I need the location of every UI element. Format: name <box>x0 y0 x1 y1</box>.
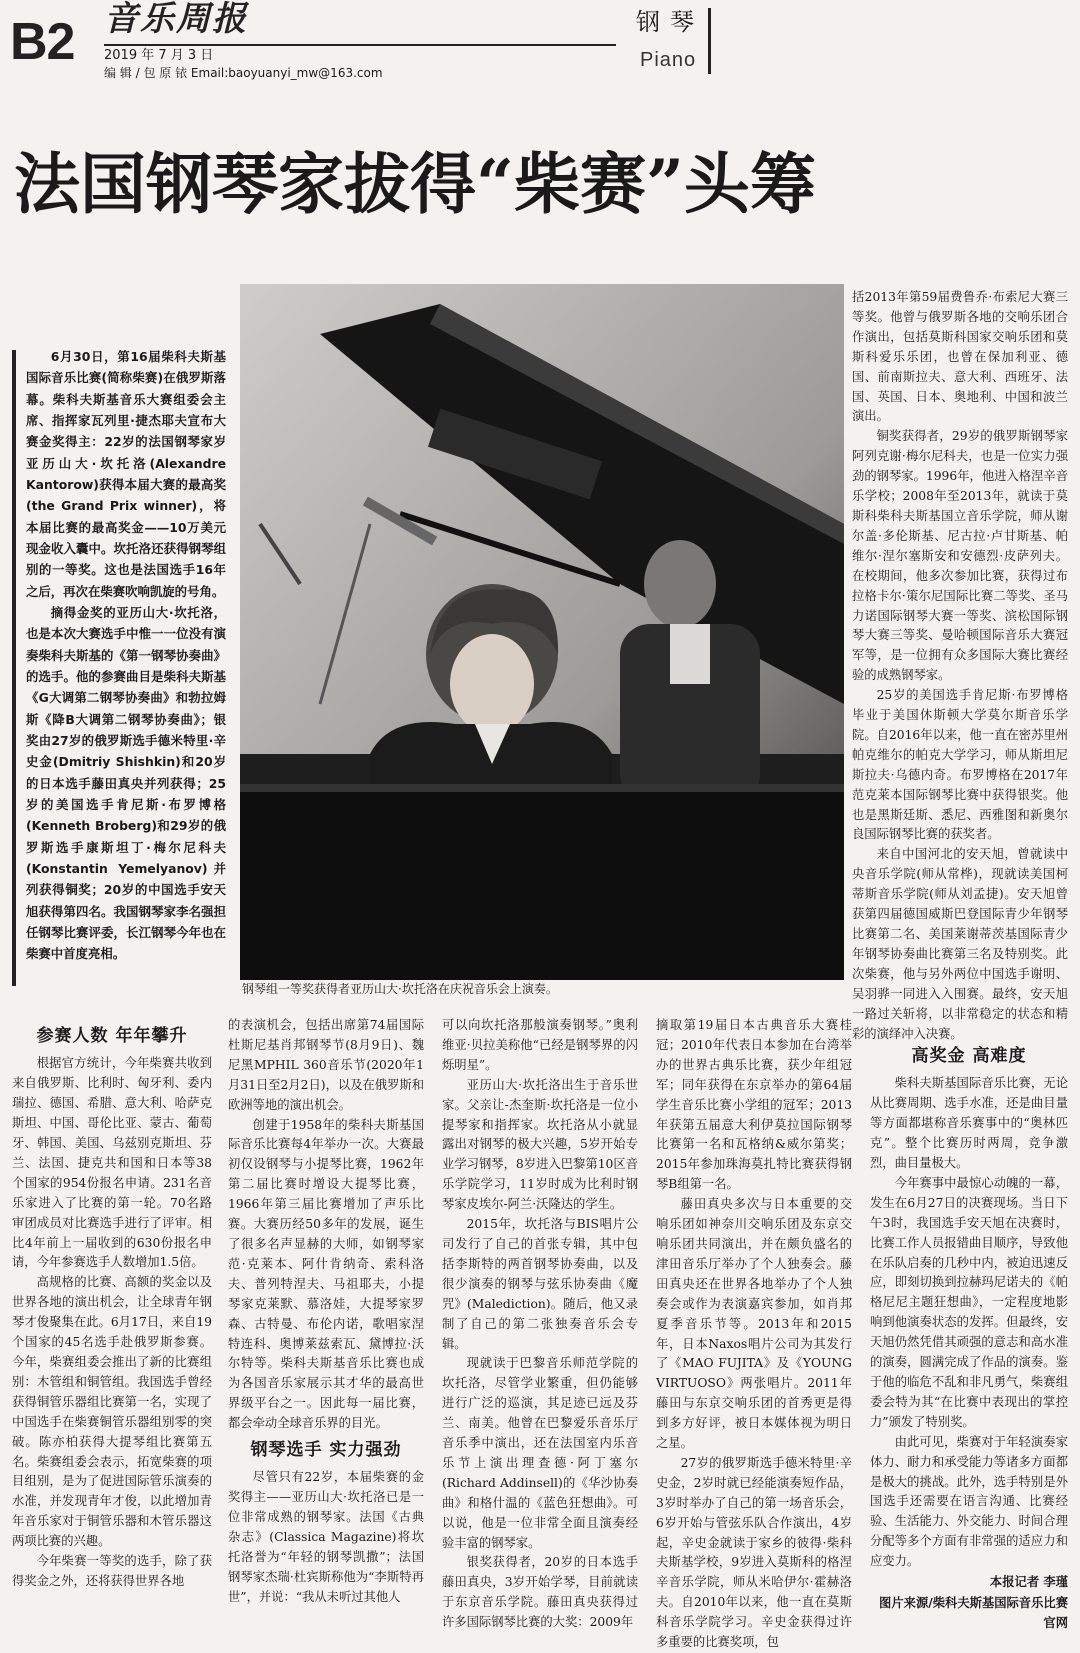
lead-paragraphs <box>26 346 226 965</box>
column-5 <box>870 1040 1068 1633</box>
column-2 <box>228 1016 424 1608</box>
concert-photo <box>240 284 844 980</box>
paragraph: 今年柴赛一等奖的选手，除了获得奖金之外，还将获得世界各地 <box>12 1554 212 1588</box>
photo-caption: 钢琴组一等奖获得者亚历山大·坎托洛在庆祝音乐会上演奏。 <box>242 982 558 996</box>
section-divider <box>708 8 711 74</box>
pianist-illustration <box>240 284 844 980</box>
photo-source: 图片来源/柴科夫斯基国际音乐比赛官网 <box>879 1594 1068 1630</box>
section-title: 钢琴 <box>636 8 704 36</box>
paragraph: 可以向坎托洛那般演奏钢琴。”奥利维亚·贝拉美称他“已经是钢琴界的闪烁明星”。 <box>442 1018 638 1072</box>
paragraph: 由此可见，柴赛对于年轻演奏家体力、耐力和承受能力等诸多方面都是极大的挑战。此外，选手特别是外国选手还需要在语言沟通、比赛经验、生活能力、外交能力、时间合理分配等多个方面有非常强的适应力和应变力。 <box>870 1434 1068 1569</box>
paragraph: 来自中国河北的安天旭，曾就读中央音乐学院(师从常桦)，现就读美国柯蒂斯音乐学院(师从刘孟捷)。安天旭曾获第四届德国威斯巴登国际青少年钢琴比赛第二名、美国莱谢蒂茨基国际青少年钢琴协奏曲比赛第三名及特别奖。此次柴赛，他与另外两位中国选手谢明、吴羽骅一同进入入围赛。最终，安天旭一路过关斩将，以非常稳定的状态和精彩的演绎冲入决赛。 <box>852 847 1068 1041</box>
byline-text: 本报记者 李瑾 <box>989 1574 1068 1590</box>
paragraph: 根据官方统计，今年柴赛共收到来自俄罗斯、比利时、匈牙利、委内瑞拉、德国、希腊、意大利、哈萨克斯坦、中国、哥伦比亚、蒙古、葡萄牙、韩国、美国、乌兹别克斯坦、芬兰、法国、捷克共和国和日本等38个国家的954份报名申请。231名音乐家进入了比赛的第一轮。70名路审团成员对比赛选手进行了评审。相比4年前上一届收到的630份报名申请，今年参赛选手人数增加1.5倍。 <box>12 1056 212 1270</box>
header-rule <box>104 44 616 46</box>
masthead-logo: 音乐周报 <box>104 0 248 39</box>
paragraph: 括2013年第59届费鲁乔·布索尼大赛三等奖。他曾与俄罗斯各地的交响乐团合作演出，包括莫斯科国家交响乐团和莫斯科爱乐乐团，也曾在保加利亚、德国、前南斯拉夫、意大利、西班牙、法国、英国、日本、奥地利、中国和波兰演出。 <box>852 290 1068 424</box>
paragraph: 高规格的比赛、高额的奖金以及世界各地的演出机会，让全球青年钢琴才俊聚集在此。6月17日，来自19个国家的45名选手赴俄罗斯参赛。今年，柴赛组委会推出了新的比赛组别：木管组和铜管组。我国选手曾经获得铜管乐器组比赛第一名，实现了中国选手在柴赛铜管乐器组别零的突破。陈亦柏获得大提琴组比赛第五名。柴赛组委会表示，拓宽柴赛的项目组别，是为了促进国际管乐演奏的水准，并发现青年才俊，以此增加青年音乐家对于铜管乐器和木管乐器这两项比赛的兴趣。 <box>12 1275 212 1549</box>
paragraph: 今年赛事中最惊心动魄的一幕，发生在6月27日的决赛现场。当日下午3时，我国选手安天旭在决赛时，比赛工作人员报错曲目顺序，导致他在乐队启奏的几秒中内，被迫迅速反应，即刻切换到拉赫玛尼诺夫的《帕格尼尼主题狂想曲》，一定程度地影响到他演奏状态的发挥。但最终，安天旭仍然凭借其顽强的意志和高水准的演奏，圆满完成了作品的演奏。鉴于他的临危不乱和非凡勇气，柴赛组委会特为其“在比赛中表现出的掌控力”颁发了特别奖。 <box>870 1175 1068 1429</box>
lead-paragraph: 6月30日，第16届柴科夫斯基国际音乐比赛(简称柴赛)在俄罗斯落幕。柴科夫斯基音乐大赛组委会主席、指挥家瓦列里·捷杰耶夫宣布大赛金奖得主：22岁的法国钢琴家岁亚历山大·坎托洛(Alexandre Kantorow)获得本届大赛的最高奖(the Grand Prix winner)，将本届比赛的最高奖金——10万美元现金收入囊中。坎托洛还获得钢琴组别的一等奖。这也是法国选手16年之后，再次在柴赛吹响凯旋的号角。 <box>26 349 226 599</box>
subhead: 高奖金 高难度 <box>911 1046 1027 1066</box>
headline: 法国钢琴家拔得“柴赛”头筹 <box>14 145 816 223</box>
paragraph: 银奖获得者，20岁的日本选手藤田真央，3岁开始学琴，目前就读于东京音乐学院。藤田真央获得过许多国际钢琴比赛的大奖：2009年 <box>442 1555 638 1630</box>
right-column-top <box>852 288 1068 1044</box>
paragraph: 2015年，坎托洛与BIS唱片公司发行了自己的首张专辑，其中包括李斯特的两首钢琴协奏曲，以及很少演奏的钢琴与弦乐协奏曲《魔咒》(Malediction)。随后，他又录制了自己的第二张独奏音乐会专辑。 <box>442 1217 638 1351</box>
paragraph: 亚历山大·坎托洛出生于音乐世家。父亲让-杰奎斯·坎托洛是一位小提琴家和指挥家。坎托洛从小就显露出对钢琴的极大兴趣，5岁开始专业学习钢琴，8岁进入巴黎第10区音乐学院学习，11岁时成为比利时钢琴家皮埃尔-阿兰·沃隆达的学生。 <box>442 1077 638 1212</box>
paragraph: 铜奖获得者，29岁的俄罗斯钢琴家阿列克谢·梅尔尼科夫，也是一位实力强劲的钢琴家。1996年，他进入格涅辛音乐学校；2008年至2013年，就读于莫斯科柴科夫斯基国立音乐学院，师从谢尔盖·多伦斯基、尼古拉·卢甘斯基、帕维尔·涅尔塞斯安和安德烈·皮萨列夫。在校期间，他多次参加比赛，获得过布拉格卡尔·策尔尼国际比赛二等奖、圣马力诺国际钢琴大赛一等奖、滨松国际钢琴大赛三等奖、曼哈顿国际音乐大赛冠军等，是一位拥有众多国际大赛比赛经验的成熟钢琴家。 <box>852 429 1068 683</box>
byline <box>870 1572 1068 1593</box>
paragraph: 柴科夫斯基国际音乐比赛，无论从比赛周期、选手水准，还是曲目量等方面都堪称音乐赛事中的“奥林匹克”。整个比赛历时两周，竞争激烈，曲目量极大。 <box>870 1076 1068 1171</box>
column-3 <box>442 1016 638 1633</box>
paragraph: 27岁的俄罗斯选手德米特里·辛史金，2岁时就已经能演奏短作品，3岁时举办了自己的第一场音乐会，6岁开始与管弦乐队合作演出，4岁起，辛史金就读于家乡的彼得·柴科夫斯基学校，9岁进入莫斯科的格涅辛音乐学院，师从米哈伊尔·霍赫洛夫。自2010年以来，他一直在莫斯科音乐学院学习。辛史金获得过许多重要的比赛奖项，包 <box>656 1455 852 1650</box>
paragraph: 藤田真央多次与日本重要的交响乐团如神奈川交响乐团及东京交响乐团共同演出，并在颇负盛名的津田音乐厅举办了个人独奏会。藤田真央还在世界各地举办了个人独奏会或作为表演嘉宾参加，如肖邦夏季音乐节等。2013年和2015年，日本Naxos唱片公司为其发行了《MAO FUJITA》及《YOUNG VIRTUOSO》两张唱片。2011年藤田与东京交响乐团的首秀更是得到多方好评，被日本媒体视为明日之星。 <box>656 1197 852 1451</box>
paragraph: 现就读于巴黎音乐师范学院的坎托洛，尽管学业繁重，但仍能够进行广泛的巡演，其足迹已远及芬兰、南美。他曾在巴黎爱乐音乐厅音乐季中演出，还在法国室内乐音乐节上演出理查德·阿丁塞尔(Richard Addinsell)的《华沙协奏曲》和格什温的《蓝色狂想曲》。可以说，他是一位非常全面且演奏经验丰富的钢琴家。 <box>442 1356 638 1550</box>
paragraph: 创建于1958年的柴科夫斯基国际音乐比赛每4年举办一次。大赛最初仅设钢琴与小提琴比赛，1962年第二届比赛时增设大提琴比赛，1966年第三届比赛增加了声乐比赛。大赛历经50多年的发展，诞生了很多名声显赫的大师，如钢琴家范·克莱本、阿什肯纳奇、索科洛夫、普列特涅夫、马祖耶夫，小提琴家克莱默、慕洛娃，大提琴家罗森、古特曼、布伦内诺，歌唱家涅特连科、奥博莱兹索瓦、黛博拉·沃尔特等。柴科夫斯基音乐比赛也成为各国音乐家展示其才华的最高世界级平台之一。因此每一届比赛，都会牵动全球音乐界的目光。 <box>228 1117 424 1431</box>
paragraph: 摘取第19届日本古典音乐大赛桂冠；2010年代表日本参加在台湾举办的世界古典乐比赛，获少年组冠军；同年获得在东京举办的第64届学生音乐比赛小学组的冠军；2013年获第五届意大利伊莫拉国际钢琴比赛第一名和瓦格纳&威尔第奖；2015年参加珠海莫扎特比赛获得钢琴B组第一名。 <box>656 1018 852 1192</box>
paragraph: 的表演机会，包括出席第74届国际杜斯尼基肖邦钢琴节(8月9日)、魏尼黑MPHIL 360音乐节(2020年1月31日至2月2日)，以及在俄罗斯和欧洲等地的演出机会。 <box>228 1018 424 1112</box>
paragraph: 25岁的美国选手肯尼斯·布罗博格毕业于美国休斯顿大学莫尔斯音乐学院。自2016年以来，他一直在密苏里州帕克维尔的帕克大学学习，师从斯坦尼斯拉夫·乌德内奇。布罗博格在2017年范克莱本国际钢琴比赛中获得银奖。他也是黑斯廷斯、悉尼、西雅图和新奥尔良国际钢琴比赛的获奖者。 <box>852 688 1068 842</box>
subhead: 参赛人数 年年攀升 <box>36 1026 188 1046</box>
lead-rule <box>12 350 16 986</box>
column-4 <box>656 1016 852 1653</box>
section-title-en: Piano <box>640 49 697 71</box>
editor-line: 编 辑 / 包 原 铱 Email:baoyuanyi_mw@163.com <box>104 66 383 80</box>
paragraph: 尽管只有22岁，本届柴赛的金奖得主——亚历山大·坎托洛已是一位非常成熟的钢琴家。法国《古典杂志》(Classica Magazine)将坎托洛誉为“年轻的钢琴凯撒”；法国钢琴家杰瑞·杜宾斯称他为“李斯特再世”，并说：“我从未听过其他人 <box>228 1470 424 1604</box>
lead-paragraph: 摘得金奖的亚历山大·坎托洛，也是本次大赛选手中惟一一位没有演奏柴科夫斯基的《第一钢琴协奏曲》的选手。他的参赛曲目是柴科夫斯基《G大调第二钢琴协奏曲》和勃拉姆斯《降B大调第二钢琴协奏曲》；银奖由27岁的俄罗斯选手德米特里·辛史金(Dmitriy Shishkin)和20岁的日本选手藤田真央并列获得；25岁的美国选手肯尼斯·布罗博格(Kenneth Broberg)和29岁的俄罗斯选手康斯坦丁·梅尔尼科夫(Konstantin Yemelyanov)并列获得铜奖；20岁的中国选手安天旭获得第四名。我国钢琴家李名强担任钢琴比赛评委，长江钢琴今年也在柴赛中首度亮相。 <box>26 604 226 962</box>
column-1 <box>12 1020 212 1592</box>
issue-date: 2019 年 7 月 3 日 <box>104 48 214 63</box>
subhead: 钢琴选手 实力强劲 <box>250 1440 402 1461</box>
page-number: B2 <box>10 13 75 71</box>
